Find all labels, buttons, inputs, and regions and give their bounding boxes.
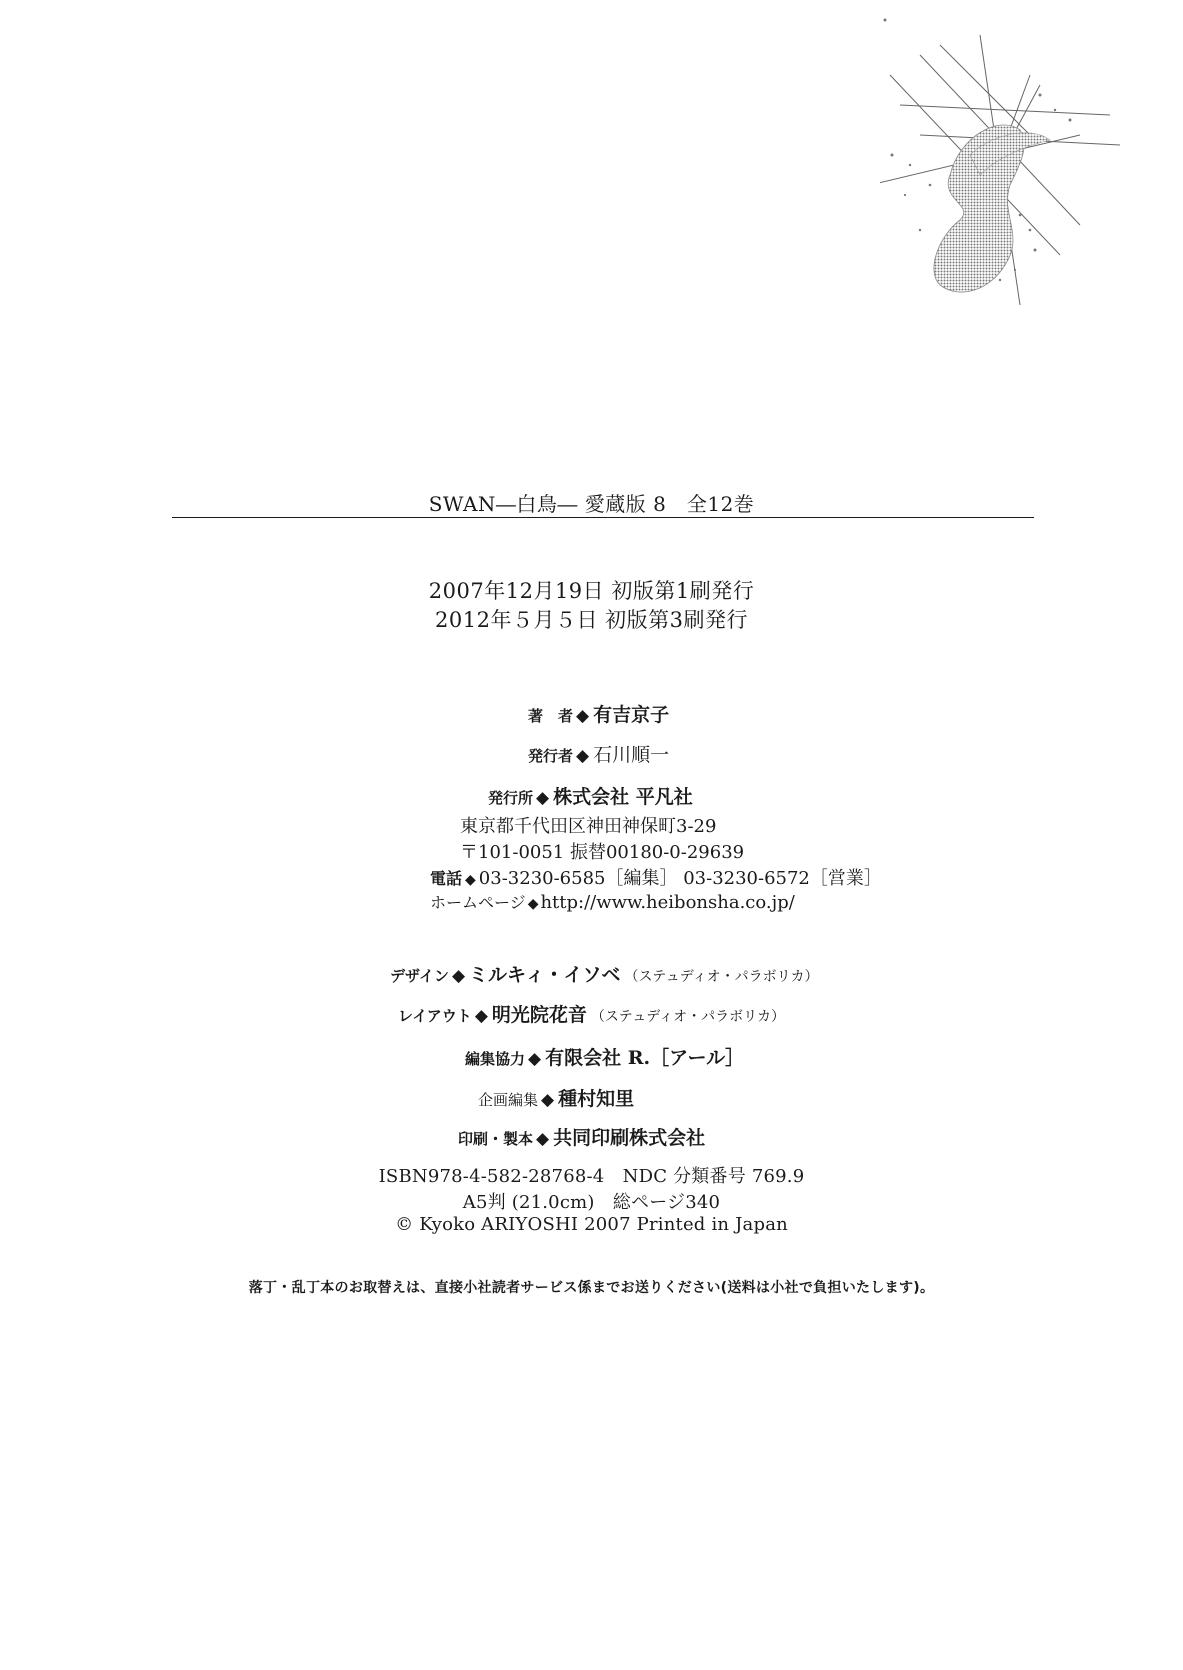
credit-planning-value: 種村知里 bbox=[558, 1088, 635, 1110]
replacement-notice: 落丁・乱丁本のお取替えは、直接小社読者サービス係までお送りください(送料は小社で負担いたします)。 bbox=[248, 1280, 935, 1296]
credit-publisher-label: 発行所 bbox=[488, 789, 534, 807]
isbn-line: ISBN978-4-582-28768-4 NDC 分類番号 769.9 bbox=[378, 1166, 805, 1187]
credit-planning-label: 企画編集 bbox=[478, 1091, 539, 1109]
credit-layout bbox=[398, 1000, 785, 1027]
credit-publisher-person-label: 発行者 bbox=[528, 747, 574, 765]
phone-value: 03-3230-6585［編集］ 03-3230-6572［営業］ bbox=[478, 868, 882, 889]
phone-line bbox=[430, 864, 882, 890]
credit-design bbox=[390, 960, 819, 987]
first-print-date: 2007年12月19日 初版第1刷発行 bbox=[428, 579, 755, 603]
credit-editorial-label: 編集協力 bbox=[465, 1050, 526, 1068]
publisher-address: 東京都千代田区神田神保町3-29 bbox=[460, 816, 717, 837]
credit-design-label: デザイン bbox=[390, 967, 449, 985]
diamond-icon: ◆ bbox=[527, 896, 539, 912]
copyright-line: © Kyoko ARIYOSHI 2007 Printed in Japan bbox=[395, 1214, 788, 1235]
credit-publisher bbox=[488, 782, 693, 809]
credit-author-label: 著 者 bbox=[528, 707, 574, 725]
credit-layout-value: 明光院花音 bbox=[491, 1004, 587, 1026]
diamond-icon: ◆ bbox=[576, 706, 590, 726]
credit-printing-value: 共同印刷株式会社 bbox=[553, 1127, 706, 1149]
diamond-icon: ◆ bbox=[536, 1129, 550, 1149]
credit-editorial-value: 有限会社 R.［アール］ bbox=[545, 1047, 745, 1069]
phone-label: 電話 bbox=[430, 869, 463, 888]
diamond-icon: ◆ bbox=[465, 872, 476, 888]
title-divider bbox=[172, 517, 1034, 518]
credit-printing-label: 印刷・製本 bbox=[458, 1130, 534, 1148]
credit-design-note: （ステュディオ・パラボリカ） bbox=[624, 969, 819, 985]
credit-author bbox=[528, 700, 669, 727]
credit-publisher-person-value: 石川順一 bbox=[593, 744, 670, 766]
credit-design-value: ミルキィ・イソベ bbox=[469, 964, 621, 986]
credit-layout-label: レイアウト bbox=[398, 1007, 472, 1025]
third-print-date: 2012年５月５日 初版第3刷発行 bbox=[435, 608, 748, 632]
credit-author-value: 有吉京子 bbox=[593, 704, 670, 726]
diamond-icon: ◆ bbox=[451, 966, 466, 986]
homepage-line bbox=[430, 890, 795, 913]
credit-planning-editor bbox=[478, 1084, 634, 1111]
credit-printing bbox=[458, 1123, 705, 1150]
diamond-icon: ◆ bbox=[528, 1049, 542, 1069]
credit-publisher-person bbox=[528, 740, 669, 767]
credit-publisher-value: 株式会社 平凡社 bbox=[553, 786, 693, 808]
diamond-icon: ◆ bbox=[536, 788, 550, 808]
credit-layout-note: （ステュディオ・パラボリカ） bbox=[590, 1009, 785, 1025]
credit-editorial-cooperation bbox=[465, 1043, 744, 1070]
diamond-icon: ◆ bbox=[541, 1090, 555, 1110]
diamond-icon: ◆ bbox=[576, 746, 590, 766]
swan-feather-sketch-icon bbox=[880, 15, 1125, 310]
postal-and-transfer: 〒101-0051 振替00180-0-29639 bbox=[460, 842, 745, 863]
diamond-icon: ◆ bbox=[474, 1006, 488, 1026]
size-line: A5判 (21.0cm) 総ページ340 bbox=[462, 1192, 721, 1213]
homepage-url: http://www.heibonsha.co.jp/ bbox=[540, 892, 795, 913]
homepage-label: ホームページ bbox=[430, 893, 526, 912]
book-title: SWAN―白鳥― 愛蔵版 8 全12巻 bbox=[428, 492, 755, 516]
